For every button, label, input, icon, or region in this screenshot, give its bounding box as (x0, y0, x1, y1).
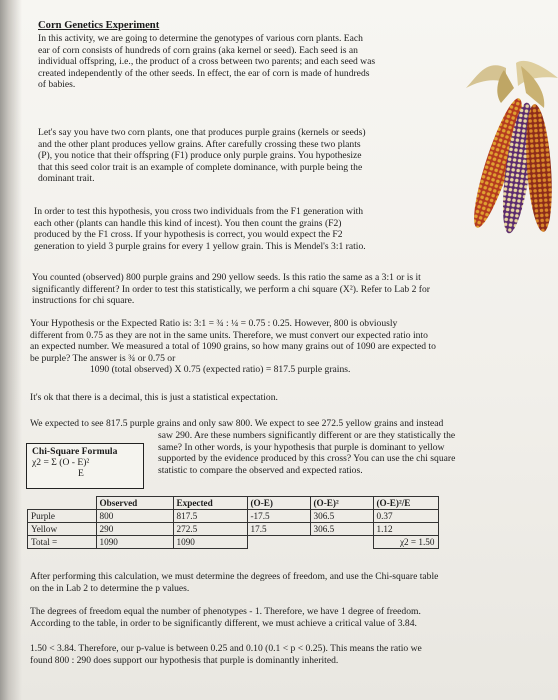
table-header-cell: (O-E)² (310, 497, 373, 510)
table-cell (310, 536, 373, 549)
paragraph-degrees-of-freedom (30, 571, 438, 594)
text-line: generation to yield 3 purple grains for every 1 yellow grain. This is Mendel's 3:1 ratio. (34, 240, 366, 252)
indian-corn-image (446, 58, 558, 238)
chi-square-table (27, 496, 439, 549)
text-line: After performing this calculation, we must determine the degrees of freedom, and use the Chi-square table (30, 571, 439, 582)
text-line: same? In other words, is your hypothesis that purple is dominant to yellow (158, 441, 445, 453)
table-row (28, 523, 439, 536)
table-cell: 1090 (173, 536, 247, 549)
table-cell (247, 536, 310, 549)
paragraph-expected-ratio (30, 318, 436, 376)
text-line: and the other plant produces yellow grains. After carefully crossing these two plants (38, 138, 361, 150)
text-line: found 800 : 290 does support our hypothesis that purple is dominantly inherited. (30, 654, 339, 666)
paragraph-intro (38, 33, 375, 91)
text-line: on the in Lab 2 to determine the p values. (30, 582, 190, 594)
text-line: (P), you notice that their offspring (F1) produce only purple grains. You hypothesize (38, 150, 362, 162)
table-cell: 800 (96, 510, 173, 523)
text-line: According to the table, in order to be significantly different, we must achieve a critical value of 3.84. (30, 617, 417, 629)
table-header-cell: (O-E) (247, 497, 310, 510)
text-line: You counted (observed) 800 purple grains and 290 yellow seeds. Is this ratio the same as a 3:1 or is it (32, 272, 421, 283)
text-line: that this seed color trait is an example of complete dominance, with purple being the (38, 161, 363, 173)
page-edge-shadow (0, 0, 22, 700)
text-line: In order to test this hypothesis, you cross two individuals from the F1 generation with (34, 206, 364, 217)
text-line: individual offspring, i.e., the product of a cross between two parents; and each seed was (38, 56, 376, 68)
table-cell: -17.5 (247, 510, 310, 523)
text-line: an expected number. We measured a total of 1090 grains, so how many grains out of 1090 are expected to (30, 341, 436, 353)
calculation-line: 1090 (total observed) X 0.75 (expected ratio) = 817.5 purple grains. (90, 364, 351, 376)
table-row (28, 536, 439, 549)
text-line: statistic to compare the observed and expected ratios. (158, 464, 363, 476)
formula-numerator: χ2 = Σ (O - E)² (32, 457, 90, 468)
text-line: different from 0.75 as they are not in the same units. Therefore, we must convert our expected ratio into (30, 329, 428, 341)
text-line: In this activity, we are going to determine the genotypes of various corn plants. Each (38, 33, 363, 44)
table-cell: Total = (28, 536, 97, 549)
table-cell: 0.37 (373, 510, 438, 523)
table-header-cell (28, 497, 97, 510)
table-cell: 1090 (96, 536, 173, 549)
paragraph-conclusion (30, 643, 422, 666)
paragraph-scenario (38, 127, 366, 185)
text-line: instructions for chi square. (32, 295, 135, 307)
text-line: Your Hypothesis or the Expected Ratio is: 3:1 = ¾ : ¼ = 0.75 : 0.25. However, 800 is obviously (30, 318, 398, 329)
text-line: significantly different? In order to test this statistically, we perform a chi square (X²). Refer to Lab 2 for (32, 283, 430, 295)
text-line: created independently of the other seeds. In effect, the ear of corn is made of hundreds (38, 67, 370, 79)
text-line: be purple? The answer is ¾ or 0.75 or (30, 352, 176, 364)
table-header-cell: Expected (173, 497, 247, 510)
formula-denominator: E (78, 468, 84, 479)
text-line: 1.50 < 3.84. Therefore, our p-value is between 0.25 and 0.10 (0.1 < p < 0.25). This means the ratio we (30, 643, 422, 654)
text-line: produced by the F1 cross. If your hypothesis is correct, you would expect the F2 (34, 229, 343, 241)
text-line: saw 290. Are these numbers significantly different or are they statistically the (158, 430, 456, 441)
chi-square-formula-box (26, 443, 144, 489)
text-line: dominant trait. (38, 173, 95, 185)
text-line: The degrees of freedom equal the number of phenotypes - 1. Therefore, we have 1 degree of freedom. (30, 606, 421, 617)
table-cell: 290 (96, 523, 173, 536)
table-cell: 306.5 (310, 523, 373, 536)
paragraph-comparison (158, 430, 455, 476)
paragraph-hypothesis-test (34, 206, 366, 252)
table-header-cell: (O-E)²/E (373, 497, 438, 510)
text-line: ear of corn consists of hundreds of corn grains (aka kernel or seed). Each seed is an (38, 44, 358, 56)
table-cell: Yellow (28, 523, 97, 536)
table-cell: 306.5 (310, 510, 373, 523)
paragraph-comparison-first-line: We expected to see 817.5 purple grains and only saw 800. We expect to see 272.5 yellow grains and instead (30, 418, 444, 429)
table-cell: Purple (28, 510, 97, 523)
table-row (28, 510, 439, 523)
paragraph-decimal-note: It's ok that there is a decimal, this is just a statistical expectation. (30, 392, 278, 403)
table-cell: 817.5 (173, 510, 247, 523)
text-line: supported by the evidence produced by this cross? You can use the chi square (158, 453, 456, 465)
paragraph-observed-counts (32, 272, 430, 307)
text-line: each other (plants can handle this kind of incest). You then count the grains (F2) (34, 217, 342, 229)
chi-square-result: χ2 = 1.50 (373, 536, 438, 549)
text-line: Let's say you have two corn plants, one that produces purple grains (kernels or seeds) (38, 127, 366, 138)
table-cell: 272.5 (173, 523, 247, 536)
document-title: Corn Genetics Experiment (38, 20, 160, 31)
formula-heading: Chi-Square Formula (32, 446, 118, 457)
table-cell: 17.5 (247, 523, 310, 536)
text-line: of babies. (38, 79, 76, 91)
table-header-cell: Observed (96, 497, 173, 510)
paragraph-critical-value (30, 606, 421, 629)
table-header-row (28, 497, 439, 510)
table-cell: 1.12 (373, 523, 438, 536)
